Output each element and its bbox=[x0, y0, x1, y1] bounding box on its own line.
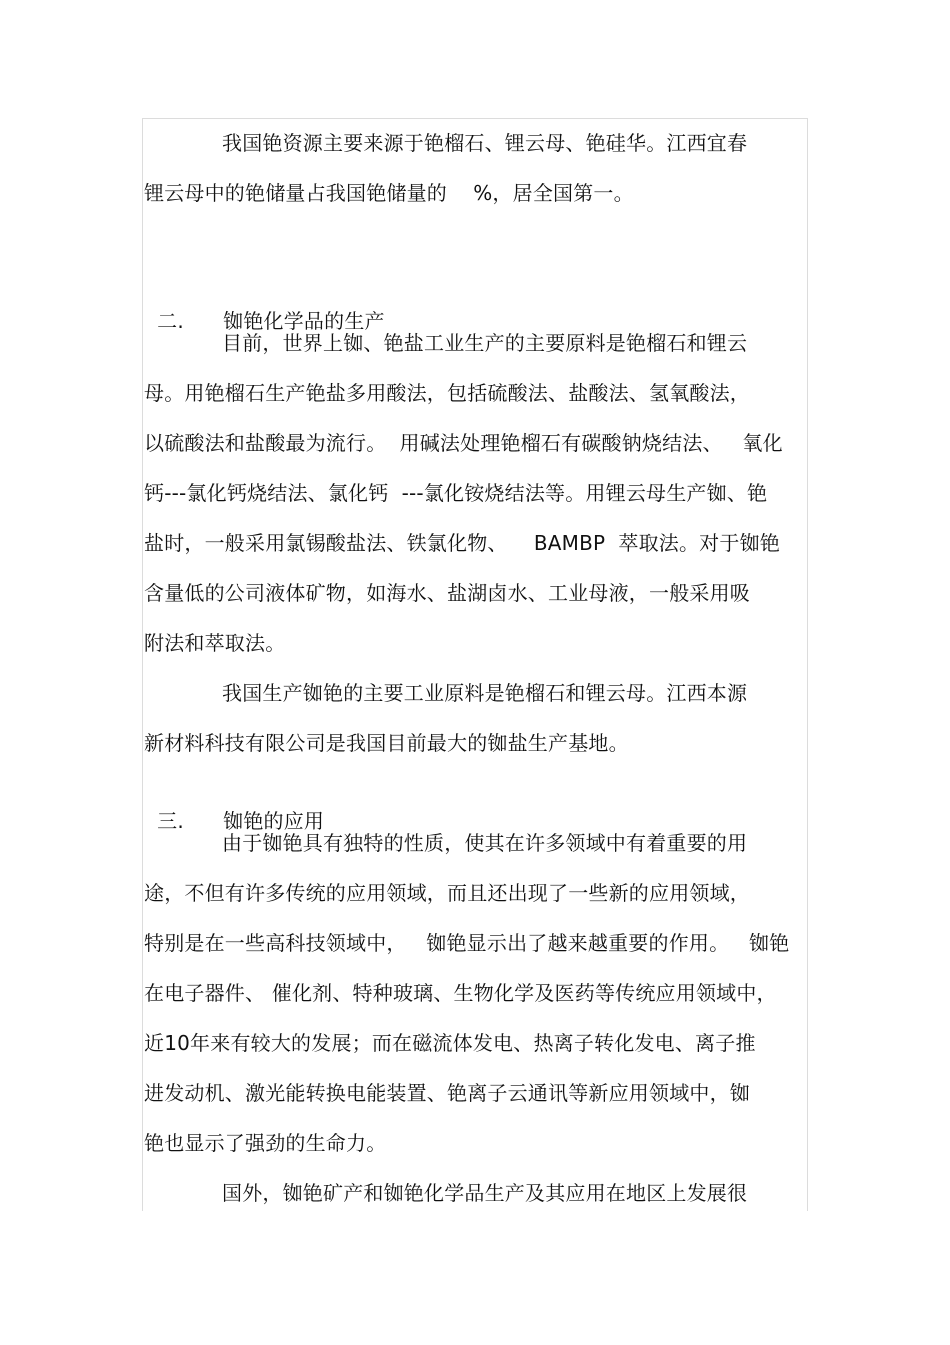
text-line: 特别是在一些高科技领域中， 铷铯显示出了越来越重要的作用。 铷铯 bbox=[144, 931, 790, 955]
text-line: 母。用铯榴石生产铯盐多用酸法，包括硫酸法、盐酸法、氢氧酸法， bbox=[144, 381, 750, 405]
text-line: 由于铷铯具有独特的性质，使其在许多领域中有着重要的用 bbox=[222, 831, 748, 855]
text-line: 我国生产铷铯的主要工业原料是铯榴石和锂云母。江西本源 bbox=[222, 681, 748, 705]
text-line: 含量低的公司液体矿物，如海水、盐湖卤水、工业母液，一般采用吸 bbox=[144, 581, 750, 605]
text-line: 铯也显示了强劲的生命力。 bbox=[144, 1131, 387, 1155]
text-line: 进发动机、激光能转换电能装置、铯离子云通讯等新应用领域中，铷 bbox=[144, 1081, 750, 1105]
text-line: 附法和萃取法。 bbox=[144, 631, 286, 655]
section-title: 铷铯的应用 bbox=[223, 809, 325, 833]
text-line: 新材料科技有限公司是我国目前最大的铷盐生产基地。 bbox=[144, 731, 629, 755]
section-number: 二. bbox=[157, 309, 184, 333]
text-line: 途，不但有许多传统的应用领域，而且还出现了一些新的应用领域， bbox=[144, 881, 750, 905]
text-line: 我国铯资源主要来源于铯榴石、锂云母、铯硅华。江西宜春 bbox=[222, 131, 748, 155]
text-line: 盐时，一般采用氯锡酸盐法、铁氯化物、 BAMBP 萃取法。对于铷铯 bbox=[144, 531, 780, 555]
section-heading-2 bbox=[144, 279, 385, 335]
text-line: 国外，铷铯矿产和铷铯化学品生产及其应用在地区上发展很 bbox=[222, 1181, 748, 1205]
section-heading-3 bbox=[144, 779, 324, 835]
text-line: 以硫酸法和盐酸最为流行。 用碱法处理铯榴石有碳酸钠烧结法、 氧化 bbox=[144, 431, 783, 455]
text-line: 近10年来有较大的发展；而在磁流体发电、热离子转化发电、离子推 bbox=[144, 1031, 756, 1055]
section-title: 铷铯化学品的生产 bbox=[223, 309, 385, 333]
text-line: 钙---氯化钙烧结法、氯化钙 ---氯化铵烧结法等。用锂云母生产铷、铯 bbox=[144, 481, 768, 505]
text-line: 锂云母中的铯储量占我国铯储量的 %，居全国第一。 bbox=[144, 181, 634, 205]
section-number: 三. bbox=[157, 809, 184, 833]
text-line: 目前，世界上铷、铯盐工业生产的主要原料是铯榴石和锂云 bbox=[222, 331, 748, 355]
text-line: 在电子器件、 催化剂、特种玻璃、生物化学及医药等传统应用领域中， bbox=[144, 981, 777, 1005]
